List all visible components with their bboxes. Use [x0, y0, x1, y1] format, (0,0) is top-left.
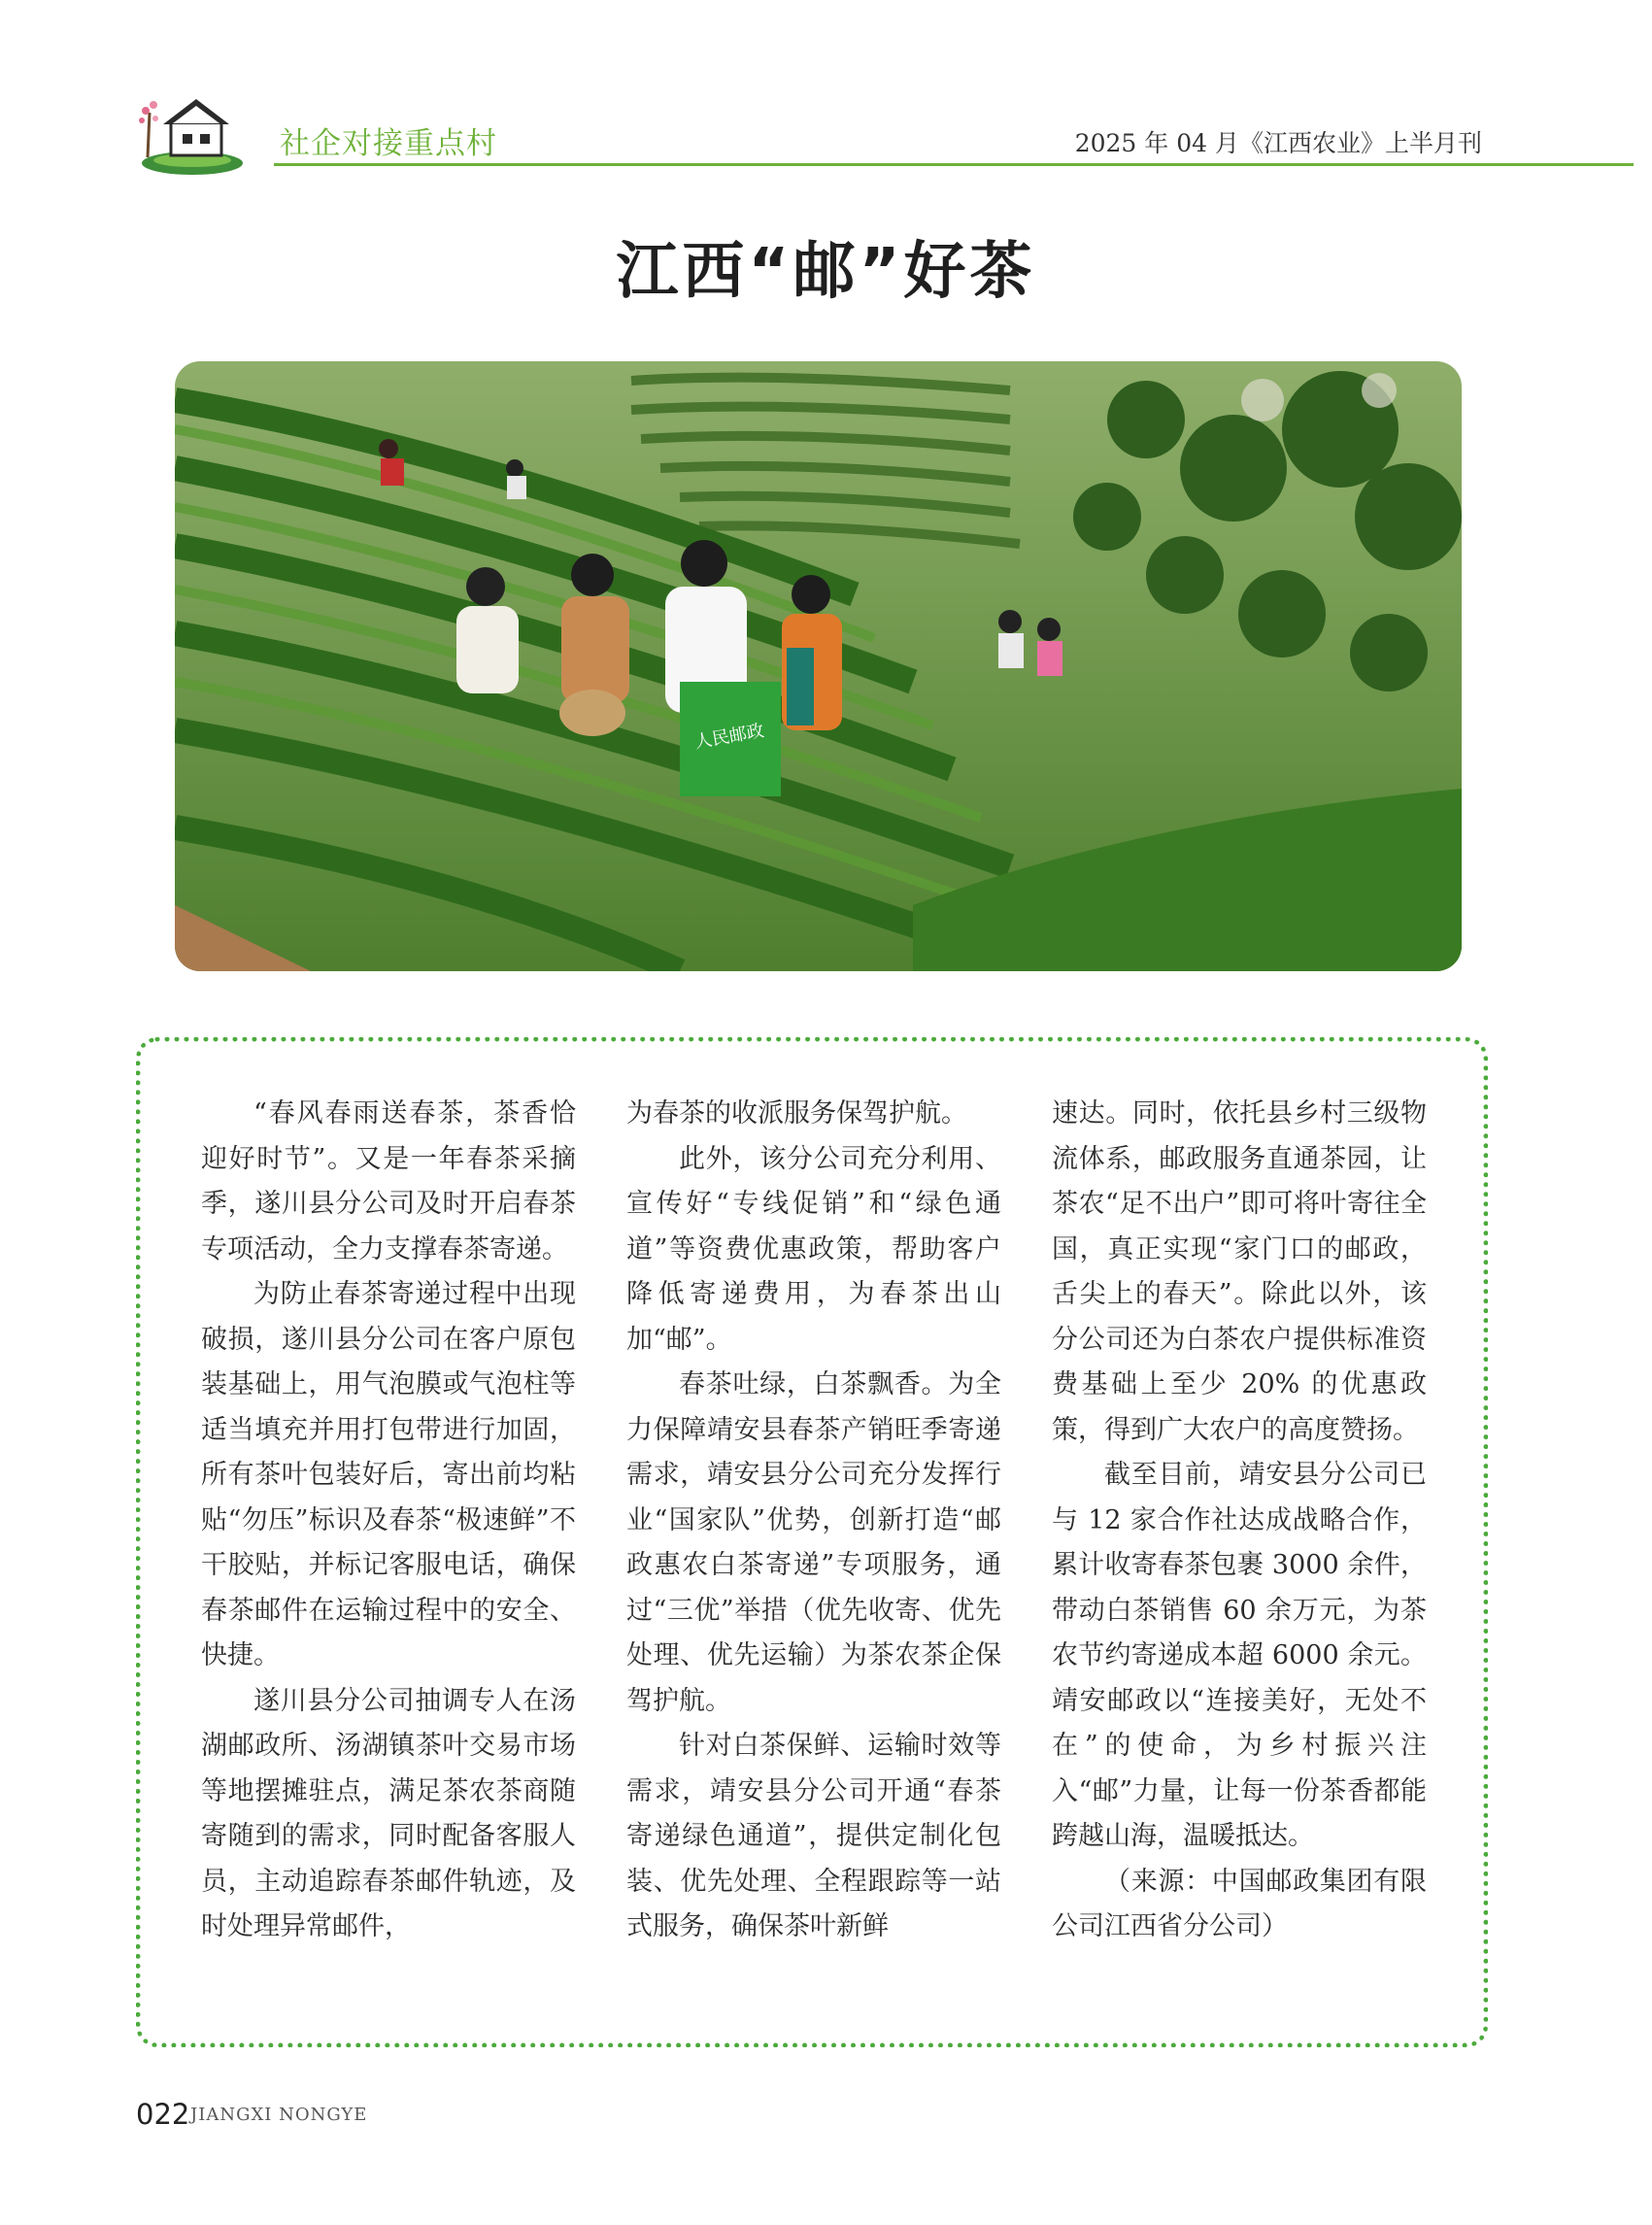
article-column-2 — [626, 1092, 1001, 1950]
page-number: 022 — [136, 2098, 190, 2131]
article-title: 江西“邮”好茶 — [616, 236, 1036, 308]
article-source: （来源：中国邮政集团有限公司江西省分公司） — [1052, 1866, 1427, 1941]
paragraph: 为防止春茶寄递过程中出现破损，遂川县分公司在客户原包装基础上，用气泡膜或气泡柱等适当填充并用打包带进行加固，所有茶叶包装好后，寄出前均粘贴“勿压”标识及春茶“极速鲜”不干胶贴，并标记客服电话，确保春茶邮件在运输过程中的安全、快捷。 — [201, 1279, 576, 1670]
tea-garden-photo — [175, 361, 1462, 971]
paragraph: “春风春雨送春茶，茶香恰迎好时节”。又是一年春茶采摘季，遂川县分公司及时开启春茶专项活动，全力支撑春茶寄递。 — [201, 1098, 576, 1264]
paragraph: 春茶吐绿，白茶飘香。为全力保障靖安县春茶产销旺季寄递需求，靖安县分公司充分发挥行业“国家队”优势，创新打造“邮政惠农白茶寄递”专项服务，通过“三优”举措（优先收寄、优先处理、优先运输）为茶农茶企保驾护航。 — [626, 1369, 1001, 1716]
header-divider — [274, 163, 1634, 166]
article-column-1 — [201, 1092, 576, 1950]
paragraph-continuation: 为春茶的收派服务保驾护航。 — [626, 1098, 967, 1129]
journal-name: JIANGXI NONGYE — [190, 2105, 368, 2125]
paragraph: 针对白茶保鲜、运输时效等需求，靖安县分公司开通“春茶寄递绿色通道”，提供定制化包装、优先处理、全程跟踪等一站式服务，确保茶叶新鲜 — [626, 1731, 1001, 1941]
paragraph: 截至目前，靖安县分公司已与 12 家合作社达成战略合作，累计收寄春茶包裹 3000 余件，带动白茶销售 60 余万元，为茶农节约寄递成本超 6000 余元。靖安邮政以“连接美好，无处不在”的使命，为乡村振兴注入“邮”力量，让每一份茶香都能跨越山海，温暖抵达。 — [1052, 1460, 1427, 1851]
paragraph: 遂川县分公司抽调专人在汤湖邮政所、汤湖镇茶叶交易市场等地摆摊驻点，满足茶农茶商随寄随到的需求，同时配备客服人员，主动追踪春茶邮件轨迹，及时处理异常邮件， — [201, 1685, 576, 1941]
section-label: 社企对接重点村 — [280, 126, 497, 161]
magazine-logo — [136, 89, 248, 177]
article-column-3 — [1052, 1092, 1427, 1950]
paragraph-continuation: 速达。同时，依托县乡村三级物流体系，邮政服务直通茶园，让茶农“足不出户”即可将叶寄往全国，真正实现“家门口的邮政，舌尖上的春天”。除此以外，该分公司还为白茶农户提供标准资费基础上至少 20% 的优惠政策，得到广大农户的高度赞扬。 — [1052, 1098, 1427, 1445]
paragraph: 此外，该分公司充分利用、宣传好“专线促销”和“绿色通道”等资费优惠政策，帮助客户降低寄递费用，为春茶出山加“邮”。 — [626, 1143, 1001, 1355]
bag-logo-text: 人民邮政 — [692, 720, 766, 754]
issue-label: 2025 年 04 月《江西农业》上半月刊 — [1074, 129, 1482, 157]
